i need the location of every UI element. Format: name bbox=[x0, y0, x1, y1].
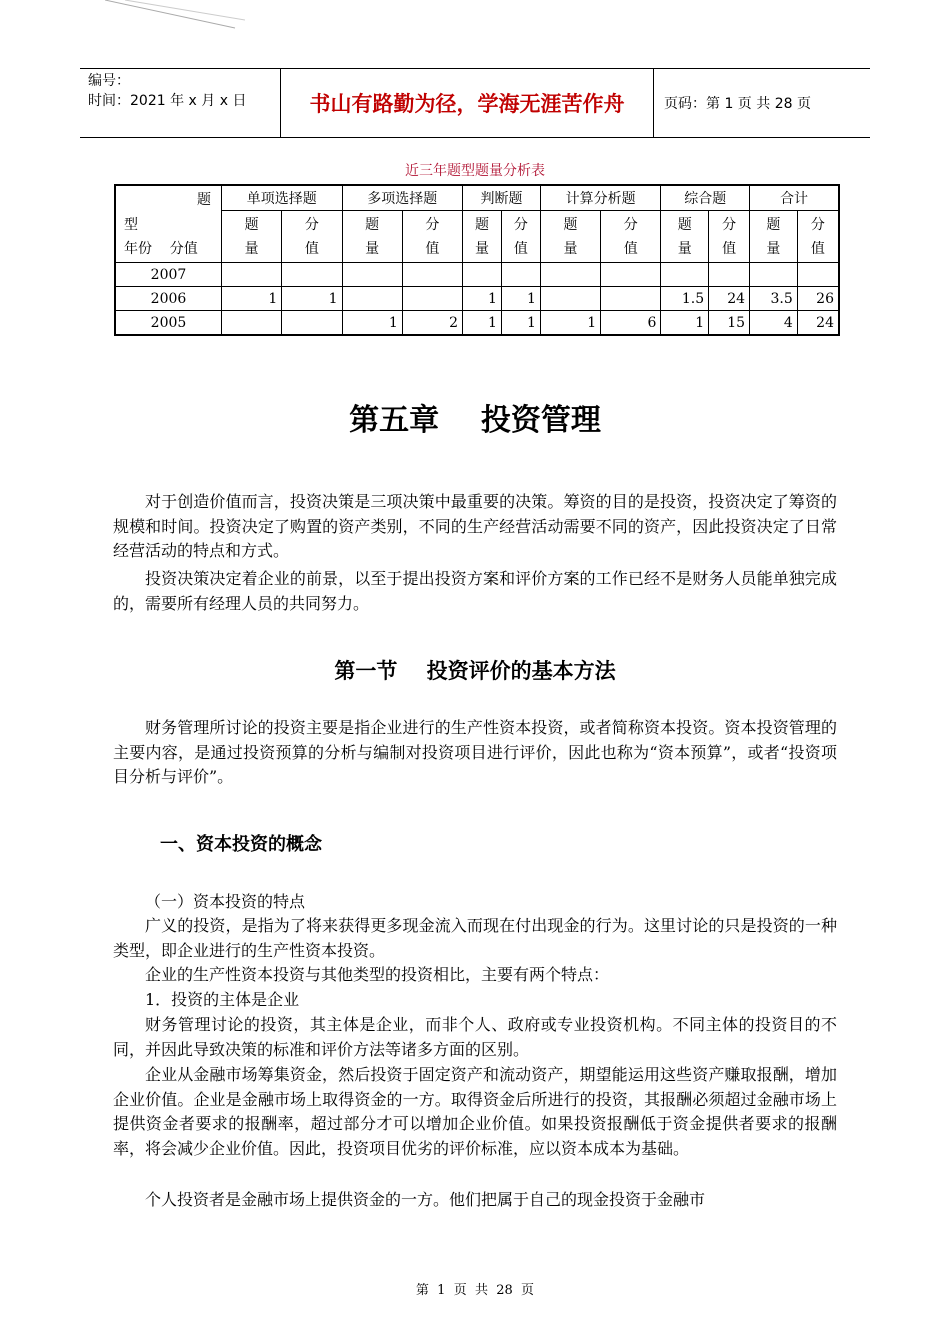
subheader-char: 题 bbox=[766, 216, 781, 233]
category-header: 综合题 bbox=[661, 185, 750, 211]
body-heading: （一）资本投资的特点 bbox=[145, 892, 306, 911]
category-header: 多项选择题 bbox=[342, 185, 463, 211]
table-row bbox=[115, 287, 839, 311]
value-cell bbox=[750, 263, 798, 287]
subheader-char: 分 bbox=[425, 216, 440, 233]
subheader-char: 分 bbox=[304, 216, 319, 233]
score-subheader bbox=[501, 211, 540, 263]
value-cell bbox=[501, 263, 540, 287]
subheader-char: 值 bbox=[810, 240, 825, 257]
question-analysis-table bbox=[114, 184, 840, 336]
value-cell: 1 bbox=[222, 287, 282, 311]
intro-paragraph: 对于创造价值而言，投资决策是三项决策中最重要的决策。筹资的目的是投资，投资决定了筹资的规模和时间。投资决定了购置的资产类别，不同的生产经营活动需要不同的资产，因此投资决定了日常经营活动的特点和方式。 bbox=[113, 492, 837, 560]
value-cell: 1 bbox=[342, 311, 402, 336]
corner-bottom-label: 年份 分值 bbox=[124, 241, 198, 257]
value-cell bbox=[282, 311, 342, 336]
body-paragraph: 个人投资者是金融市场上提供资金的一方。他们把属于自己的现金投资于金融市 bbox=[145, 1190, 706, 1209]
subheader-char: 题 bbox=[475, 216, 490, 233]
value-cell: 1 bbox=[540, 311, 600, 336]
category-header: 单项选择题 bbox=[222, 185, 343, 211]
chapter-title: 第五章 投资管理 bbox=[349, 403, 601, 438]
value-cell bbox=[342, 287, 402, 311]
corner-mid-label: 型 bbox=[124, 217, 138, 233]
body-paragraph: 财务管理讨论的投资，其主体是企业，而非个人、政府或专业投资机构。不同主体的投资目的不同，并因此导致决策的标准和评价方法等诸多方面的区别。 bbox=[113, 1015, 837, 1059]
table-subheader-row bbox=[115, 211, 839, 263]
count-subheader bbox=[342, 211, 402, 263]
value-cell bbox=[540, 287, 600, 311]
value-cell: 2 bbox=[402, 311, 462, 336]
subheader-char: 分 bbox=[623, 216, 638, 233]
value-cell bbox=[661, 263, 709, 287]
score-subheader bbox=[282, 211, 342, 263]
value-cell bbox=[342, 263, 402, 287]
value-cell: 24 bbox=[709, 287, 750, 311]
value-cell bbox=[402, 263, 462, 287]
score-subheader bbox=[797, 211, 839, 263]
value-cell bbox=[282, 263, 342, 287]
score-subheader bbox=[402, 211, 462, 263]
subheader-char: 量 bbox=[244, 240, 259, 257]
header-meta bbox=[80, 69, 280, 137]
table-header-row bbox=[115, 185, 839, 211]
category-header: 计算分析题 bbox=[540, 185, 661, 211]
value-cell bbox=[709, 263, 750, 287]
subheader-char: 值 bbox=[425, 240, 440, 257]
subheader-char: 值 bbox=[623, 240, 638, 257]
value-cell: 1 bbox=[661, 311, 709, 336]
subheader-char: 分 bbox=[722, 216, 737, 233]
value-cell: 1 bbox=[501, 311, 540, 336]
subheader-char: 量 bbox=[766, 240, 781, 257]
subheader-char: 值 bbox=[304, 240, 319, 257]
value-cell: 1 bbox=[463, 311, 502, 336]
section-intro-paragraph: 财务管理所讨论的投资主要是指企业进行的生产性资本投资，或者简称资本投资。资本投资管理的主要内容，是通过投资预算的分析与编制对投资项目进行评价，因此也称为“资本预算”，或者“投资项目分析与评价”。 bbox=[113, 718, 837, 786]
value-cell: 1 bbox=[501, 287, 540, 311]
count-subheader bbox=[540, 211, 600, 263]
subheader-char: 题 bbox=[677, 216, 692, 233]
subheader-char: 量 bbox=[365, 240, 380, 257]
year-cell: 2005 bbox=[115, 311, 222, 336]
value-cell: 3.5 bbox=[750, 287, 798, 311]
value-cell: 24 bbox=[797, 311, 839, 336]
value-cell: 26 bbox=[797, 287, 839, 311]
body-paragraph: 广义的投资，是指为了将来获得更多现金流入而现在付出现金的行为。这里讨论的只是投资的一种类型，即企业进行的生产性资本投资。 bbox=[113, 916, 837, 960]
number-label: 编号： bbox=[88, 73, 130, 89]
value-cell bbox=[601, 287, 661, 311]
header-page-info: 页码：第 1 页 共 28 页 bbox=[664, 96, 811, 112]
body-heading: 1．投资的主体是企业 bbox=[145, 990, 300, 1009]
year-cell: 2006 bbox=[115, 287, 222, 311]
subheader-char: 题 bbox=[563, 216, 578, 233]
corner-cell bbox=[115, 185, 222, 263]
header-motto: 书山有路勤为径，学海无涯苦作舟 bbox=[280, 69, 654, 137]
category-header: 合计 bbox=[750, 185, 839, 211]
value-cell bbox=[222, 263, 282, 287]
score-subheader bbox=[601, 211, 661, 263]
category-header: 判断题 bbox=[463, 185, 541, 211]
subheader-char: 值 bbox=[722, 240, 737, 257]
table-row bbox=[115, 263, 839, 287]
value-cell: 15 bbox=[709, 311, 750, 336]
time-label: 时间：2021 年 x 月 x 日 bbox=[88, 93, 247, 109]
value-cell bbox=[222, 311, 282, 336]
subheader-char: 值 bbox=[513, 240, 528, 257]
value-cell bbox=[463, 263, 502, 287]
subheader-char: 量 bbox=[475, 240, 490, 257]
score-subheader bbox=[709, 211, 750, 263]
body-paragraph: 企业从金融市场筹集资金，然后投资于固定资产和流动资产，期望能运用这些资产赚取报酬，增加企业价值。企业是金融市场上取得资金的一方。取得资金后所进行的投资，其报酬必须超过金融市场上提供资金者要求的报酬率，超过部分才可以增加企业价值。如果投资报酬低于资金提供者要求的报酬率，将会减少企业价值。因此，投资项目优劣的评价标准，应以资本成本为基础。 bbox=[113, 1065, 837, 1158]
count-subheader bbox=[222, 211, 282, 263]
subheader-char: 量 bbox=[563, 240, 578, 257]
subsection-title: 一、资本投资的概念 bbox=[160, 834, 322, 855]
subheader-char: 量 bbox=[677, 240, 692, 257]
value-cell: 1.5 bbox=[661, 287, 709, 311]
subheader-char: 分 bbox=[513, 216, 528, 233]
corner-decoration bbox=[105, 0, 245, 30]
count-subheader bbox=[750, 211, 798, 263]
count-subheader bbox=[463, 211, 502, 263]
page-footer: 第 1 页 共 28 页 bbox=[415, 1283, 535, 1298]
subheader-char: 分 bbox=[810, 216, 825, 233]
value-cell: 1 bbox=[463, 287, 502, 311]
body-paragraph: 企业的生产性资本投资与其他类型的投资相比，主要有两个特点： bbox=[145, 965, 610, 984]
subheader-char: 题 bbox=[244, 216, 259, 233]
value-cell bbox=[540, 263, 600, 287]
value-cell: 6 bbox=[601, 311, 661, 336]
subheader-char: 题 bbox=[365, 216, 380, 233]
value-cell bbox=[402, 287, 462, 311]
count-subheader bbox=[661, 211, 709, 263]
value-cell: 4 bbox=[750, 311, 798, 336]
page-header bbox=[80, 68, 870, 138]
corner-top-label: 题 bbox=[197, 192, 211, 208]
table-row bbox=[115, 311, 839, 336]
value-cell bbox=[797, 263, 839, 287]
year-cell: 2007 bbox=[115, 263, 222, 287]
table-body bbox=[115, 263, 839, 336]
section-title: 第一节 投资评价的基本方法 bbox=[334, 659, 616, 683]
intro-paragraph: 投资决策决定着企业的前景，以至于提出投资方案和评价方案的工作已经不是财务人员能单独完成的，需要所有经理人员的共同努力。 bbox=[113, 569, 837, 613]
value-cell: 1 bbox=[282, 287, 342, 311]
table-caption: 近三年题型题量分析表 bbox=[405, 163, 545, 179]
value-cell bbox=[601, 263, 661, 287]
